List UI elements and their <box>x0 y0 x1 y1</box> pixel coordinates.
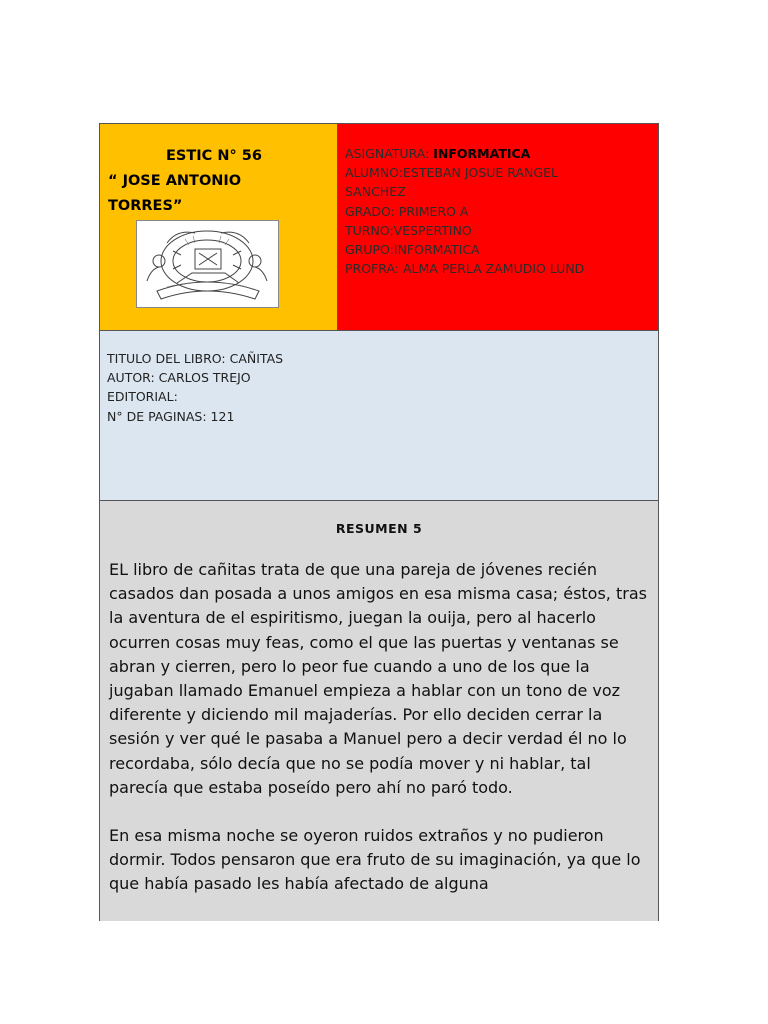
subject-value: INFORMATICA <box>433 146 531 161</box>
book-info <box>107 349 283 426</box>
school-name-line2: “ JOSE ANTONIO <box>108 173 242 189</box>
grade-line: GRADO: PRIMERO A <box>345 203 469 219</box>
school-name-line3: TORRES” <box>108 198 183 214</box>
summary-paragraph-2: En esa misma noche se oyeron ruidos extraños y no pudieron dormir. Todos pensaron que era fruto de su imaginación, ya que lo que había pasado les había afectado de alguna <box>109 826 641 894</box>
student-name-line2: SANCHEZ <box>345 184 406 200</box>
student-info-cell <box>338 124 658 331</box>
teacher-line: PROFRA: ALMA PERLA ZAMUDIO LUND <box>345 261 585 277</box>
book-pages-line: N° DE PAGINAS: 121 <box>107 408 235 424</box>
subject-line <box>345 144 650 163</box>
document-table <box>99 123 659 921</box>
school-name <box>108 144 333 219</box>
school-crest-image <box>136 220 279 308</box>
book-info-cell <box>100 331 658 501</box>
student-info <box>345 144 650 278</box>
subject-label: ASIGNATURA: <box>345 146 434 161</box>
summary-title: RESUMEN 5 <box>335 521 423 536</box>
school-name-line1: ESTIC N° 56 <box>166 148 262 164</box>
book-author-line: AUTOR: CARLOS TREJO <box>107 370 251 386</box>
book-publisher-line: EDITORIAL: <box>107 389 178 405</box>
school-cell <box>100 124 338 331</box>
shift-line: TURNO:VESPERTINO <box>345 222 472 238</box>
book-title-line: TITULO DEL LIBRO: CAÑITAS <box>107 351 284 366</box>
summary-body <box>109 558 654 921</box>
summary-paragraph-1: EL libro de cañitas trata de que una pareja de jóvenes recién casados dan posada a unos amigos en esa misma casa; éstos, tras la aventura de el espiritismo, juegan la ouija, pero al hacerlo ocurren cosas muy feas, como el que las puertas y ventanas se abran y cierren, pero lo peor fue cuando a uno de los que la jugaban llamado Emanuel empieza a hablar con un tono de voz diferente y diciendo mil majaderías. Por ello deciden cerrar la sesión y ver qué le pasaba a Manuel pero a decir verdad él no lo recordaba, sólo decía que no se podía mover y ni hablar, tal parecía que estaba poseído pero ahí no paró todo. <box>109 560 647 797</box>
student-name-line1: ALUMNO:ESTEBAN JOSUE RANGEL <box>345 165 558 181</box>
group-line: GRUPO:INFORMATICA <box>345 242 480 258</box>
summary-cell <box>100 501 658 921</box>
